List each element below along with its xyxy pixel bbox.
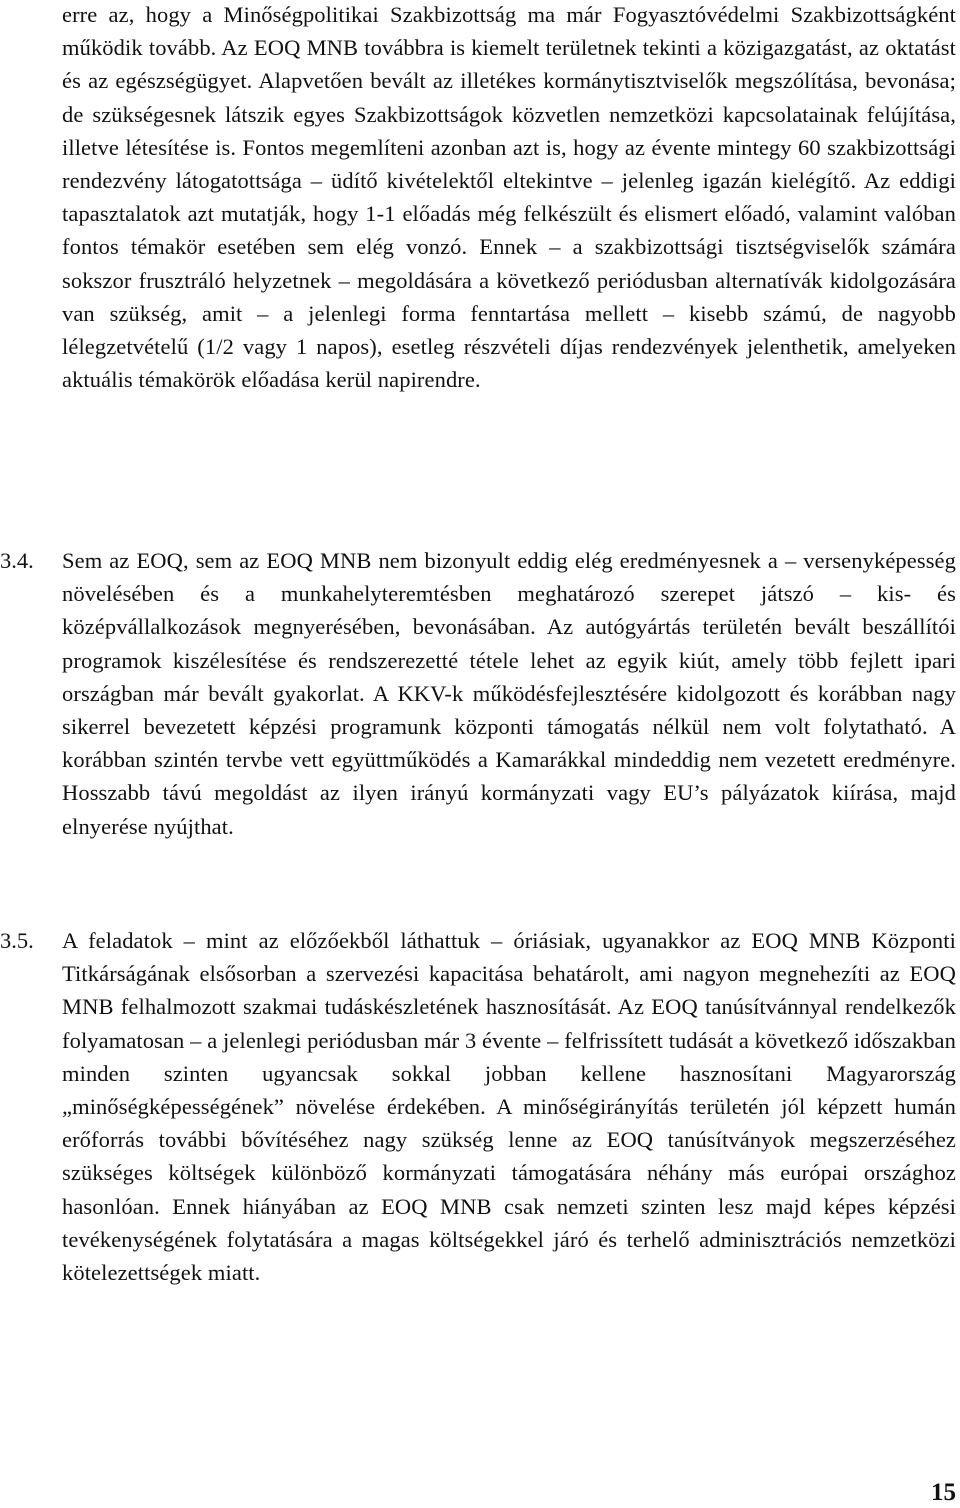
section-number-3-4: 3.4. (0, 548, 34, 573)
continued-paragraph: erre az, hogy a Minőségpolitikai Szakbizottság ma már Fogyasztóvédelmi Szakbizottságként működik tovább. Az EOQ MNB továbbra is kiemelt területnek tekinti a közigazgatást, az oktatást és az egészségügyet. Alapvetően bevált az illetékes kormánytisztviselők megszólítása, bevonása; de szükségesnek látszik egyes Szakbizottságok közvetlen nemzetközi kapcsolatainak felújítása, illetve létesítése is. Fontos megemlíteni azonban azt is, hogy az évente mintegy 60 szakbizottsági rendezvény látogatottsága – üdítő kivételektől eltekintve – jelenleg igazán kielégítő. Az eddigi tapasztalatok azt mutatják, hogy 1-1 előadás még felkészült és elismert előadó, valamint valóban fontos témakör esetében sem elég vonzó. Ennek – a szakbizottsági tisztségviselők számára sokszor frusztráló helyzetnek – megoldására a következő periódusban alternatívák kidolgozására van szükség, amit – a jelenlegi forma fenntartása mellett – kisebb számú, de nagyobb lélegzetvételű (1/2 vagy 1 napos), esetleg részvételi díjas rendezvények jelenthetik, amelyeken aktuális témakörök előadása kerül napirendre. (62, 2, 956, 393)
section-3-5-paragraph: A feladatok – mint az előzőekből láthattuk – óriásiak, ugyanakkor az EOQ MNB Központi Titkárságának elsősorban a szervezési kapacitása behatárolt, ami nagyon megnehezíti az EOQ MNB felhalmozott szakmai tudáskészletének hasznosítását. Az EOQ tanúsítvánnyal rendelkezők folyamatosan – a jelenlegi periódusban már 3 évente – felfrissített tudását a következő időszakban minden szinten ugyancsak sokkal jobban kellene hasznosítani Magyarország „minőségképességének” növelése érdekében. A minőségirányítás területén jól képzett humán erőforrás további bővítéséhez nagy szükség lenne az EOQ tanúsítványok megszerzéséhez szükséges költségek különböző kormányzati támogatására néhány más európai országhoz hasonlóan. Ennek hiányában az EOQ MNB csak nemzeti szinten lesz majd képes képzési tevékenységének folytatására a magas költségekkel járó és terhelő adminisztrációs nemzetközi kötelezettségek miatt. (62, 928, 956, 1286)
section-3-4-paragraph: Sem az EOQ, sem az EOQ MNB nem bizonyult eddig elég eredményesnek a – versenyképesség növelésében és a munkahelyteremtésben meghatározó szerepet játszó – kis- és középvállalkozások megnyerésében, bevonásában. Az autógyártás területén bevált beszállítói programok kiszélesítése és rendszerezetté tétele lehet az egyik kiút, amely több fejlett ipari országban már bevált gyakorlat. A KKV-k működésfejlesztésére kidolgozott és korábban nagy sikerrel bevezetett képzési programunk központi támogatás nélkül nem volt folytatható. A korábban szintén tervbe vett együttműködés a Kamarákkal mindeddig nem vezetett eredményre. Hosszabb távú megoldást az ilyen irányú kormányzati vagy EU’s pályázatok kiírása, majd elnyerése nyújthat. (62, 548, 956, 839)
page-number: 15 (931, 1479, 956, 1506)
section-number-3-5: 3.5. (0, 928, 34, 953)
